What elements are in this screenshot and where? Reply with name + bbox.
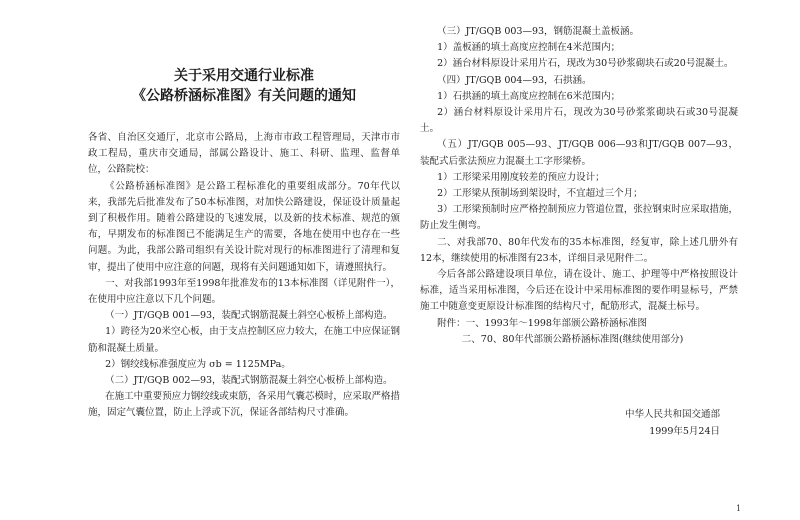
left-body-text [88, 130, 400, 422]
paragraph: 附件：一、1993年～1998年部颁公路桥涵标准图 [437, 317, 647, 329]
signature-date: 1999年5月24日 [649, 426, 720, 437]
paragraph: 今后各部公路建设项目单位，请在设计、施工、护理等中严格按照设计标准，适当采用标准图，今后还在设计中采用标准图的要作明显标号，严禁施工中随意变更原设计标准图的结构尺寸，配筋形式，混凝土标号。 [420, 269, 738, 313]
paragraph: （一）JT/GQB 001—93，装配式钢筋混凝土斜空心板桥上部构造。 [105, 310, 393, 322]
document-title [88, 66, 400, 106]
paragraph: 在施工中重要预应力钢绞线或束筋，各采用气囊芯模时，应采取严格措施，固定气囊位置，防止上浮或下沉，保证各部结构尺寸准确。 [88, 391, 400, 419]
paragraph: 1）跨径为20米空心板，由于支点控制区应力较大，在施工中应保证钢筋和混凝土质量。 [88, 326, 400, 354]
paragraph: 《公路桥涵标准图》是公路工程标准化的重要组成部分。70年代以来，我部先后批准发布了50本标准图，对加快公路建设，保证设计质量起到了积极作用。随着公路建设的飞速发展，以及新的技术标准、规范的颁布，早期发布的标准图已不能满足生产的需要，各地在使用中也存在一些问题。为此，我部公路司组织有关设计院对现行的标准图进行了清理和复审，提出了使用中应注意的问题，现将有关问题通知如下，请遵照执行。 [88, 180, 400, 273]
paragraph: 2）涵台材料原设计采用片石，现改为30号砂浆砌块石或20号混凝土。 [437, 58, 734, 70]
paragraph: 1）盖板涵的填土高度应控制在4米范围内； [437, 42, 621, 54]
page-number: 1 [736, 504, 742, 513]
paragraph: （三）JT/GQB 003—93，钢筋混凝土盖板涵。 [437, 26, 640, 37]
paragraph: （四）JT/GQB 004—93，石拱涵。 [437, 74, 592, 86]
paragraph: （二）JT/GQB 002—93，装配式钢筋混凝土斜空心板桥上部构造。 [105, 375, 393, 387]
paragraph: 1）工形梁采用刚度较差的预应力设计； [437, 171, 605, 183]
right-body-text [420, 24, 738, 348]
paragraph: 3）工形梁预制时应严格控制预应力管道位置，张拉钢束时应采取措施，防止发生侧弯。 [420, 204, 738, 232]
signature-block [625, 406, 720, 440]
paragraph: 二、对我部70、80年代发布的35本标准图，经复审，除上述几册外有12本，继续使用的标准图有23本，详细目录见附件二。 [420, 236, 738, 264]
paragraph: 二、70、80年代部颁公路桥涵标准图(继续使用部分) [461, 333, 684, 345]
paragraph: 1）石拱涵的填土高度应控制在6米范围内； [437, 90, 621, 102]
signature-org: 中华人民共和国交通部 [624, 409, 720, 420]
paragraph: 2）钢绞线标准强度应为 σb = 1125MPa。 [105, 358, 291, 370]
paragraph: 一、对我部1993年至1998年批准发布的13本标准图（详见附件一），在使用中应注意以下几个问题。 [88, 277, 400, 306]
paragraph: 2）工形梁从预制场到架设时，不宜超过三个月； [437, 188, 643, 200]
title-line-2: 《公路桥涵标准图》有关问题的通知 [132, 88, 356, 104]
paragraph: 2）涵台材料原设计采用片石，现改为30号砂浆浆砌块石或30号混凝土。 [420, 107, 738, 135]
title-line-1: 关于采用交通行业标准 [174, 68, 314, 84]
paragraph: （五）JT/GQB 005—93、JT/GQB 006—93和JT/GQB 007—93，装配式后张法预应力混凝土工字形梁桥。 [420, 139, 738, 167]
paragraph: 各省、自治区交通厅，北京市公路局，上海市市政工程管理局，天津市市政工程局，重庆市交通局，部属公路设计、施工、科研、监理、监督单位，公路院校： [88, 132, 400, 176]
